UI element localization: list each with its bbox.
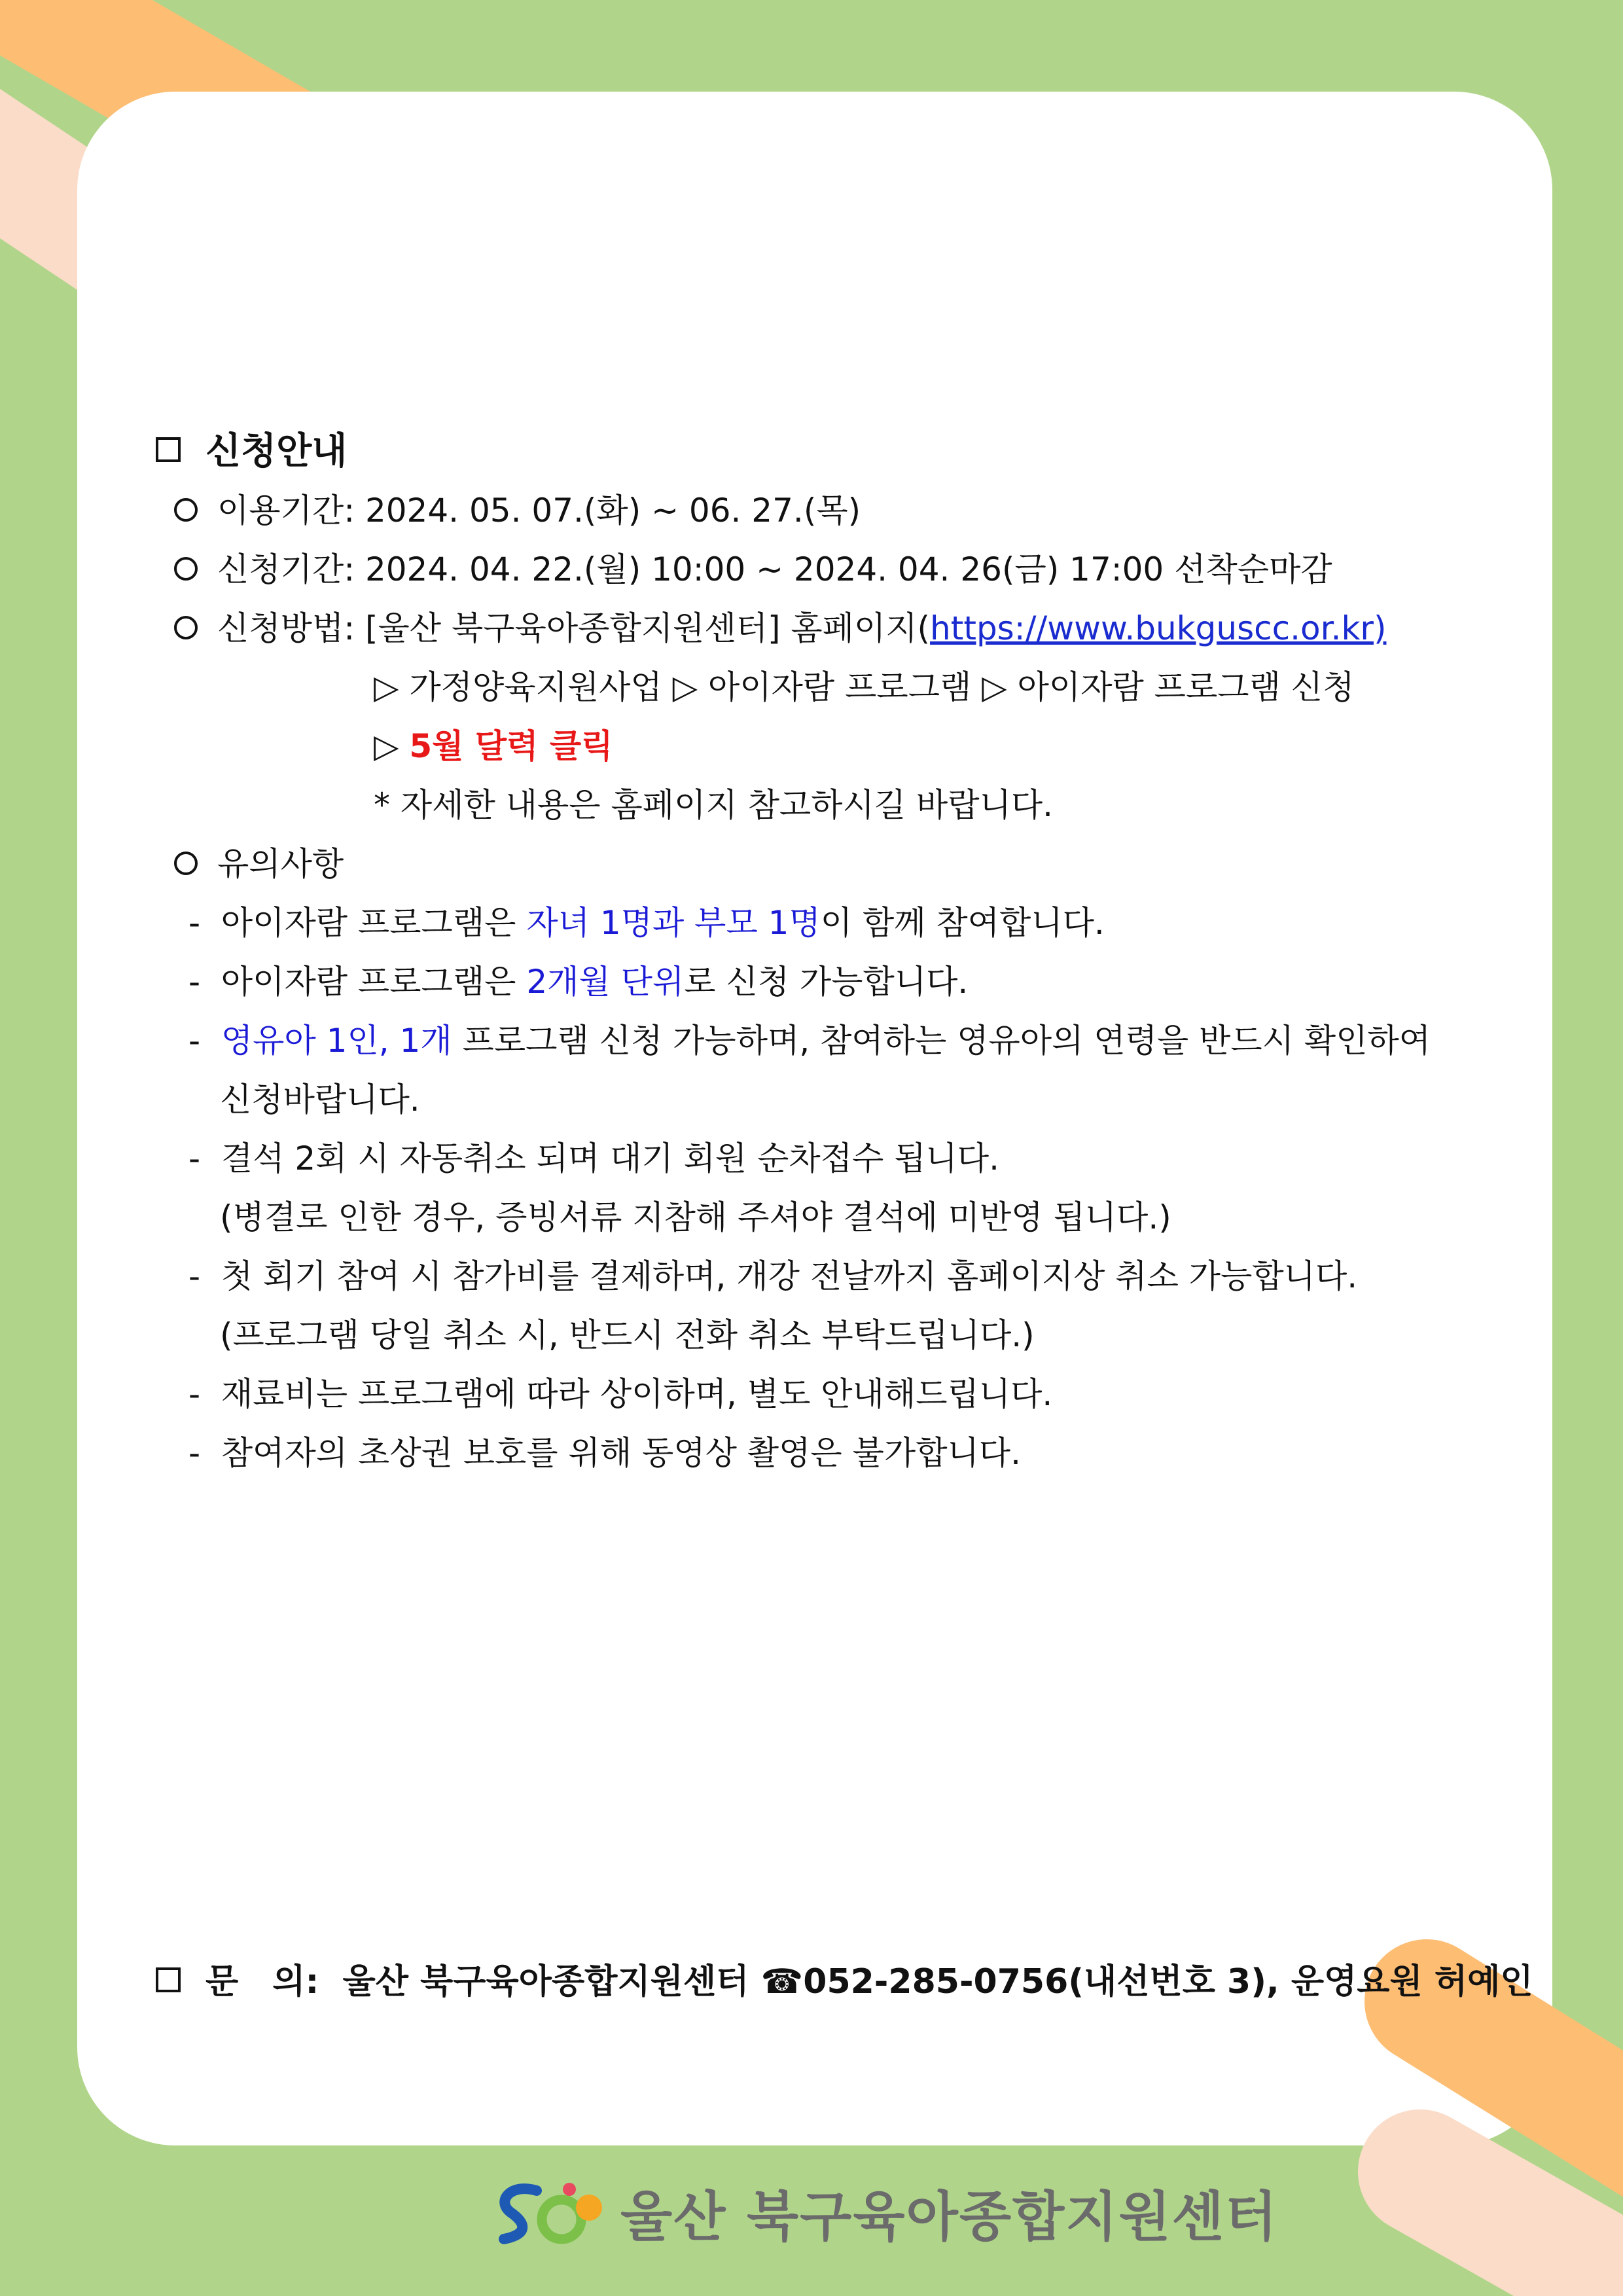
contact-org: 울산 북구육아종합지원센터 [342, 1962, 749, 2001]
caution-item: - 아이자람 프로그램은 자녀 1명과 부모 1명이 함께 참여합니다. [188, 904, 1105, 942]
center-logo-mark-icon [491, 2176, 609, 2248]
triangle-arrow-icon: ▷ [374, 727, 399, 765]
checkbox-square-icon [156, 1967, 181, 1992]
circle-bullet-icon [174, 852, 198, 875]
contact-info [156, 1954, 1533, 2003]
circle-bullet-icon [174, 616, 198, 639]
circle-bullet-icon [174, 498, 198, 522]
triangle-arrow-icon: ▷ [374, 668, 399, 706]
caution-item: - 첫 회기 참여 시 참가비를 결제하며, 개강 전날까지 홈페이지상 취소 가능합니다. [188, 1257, 1358, 1295]
menu-path: ▷ 가정양육지원사업 ▷ 아이자람 프로그램 ▷ 아이자람 프로그램 신청 [374, 668, 1355, 706]
caution-item: - 재료비는 프로그램에 따라 상이하며, 별도 안내해드립니다. [188, 1375, 1053, 1413]
caution-item: - 참여자의 초상권 보호를 위해 동영상 촬영은 불가합니다. [188, 1434, 1021, 1472]
caution-item: - 아이자람 프로그램은 2개월 단위로 신청 가능합니다. [188, 963, 969, 1001]
triangle-arrow-icon: ▷ [672, 668, 698, 706]
circle-bullet-icon [174, 557, 198, 581]
menu-path-click: ▷ 5월 달력 클릭 [374, 727, 613, 765]
triangle-arrow-icon: ▷ [982, 668, 1007, 706]
checkbox-square-icon [156, 437, 181, 462]
caution-item-continued: 신청바랍니다. [220, 1081, 420, 1119]
contact-label: 문 의: [205, 1962, 319, 2001]
apply-method: 신청방법: [울산 북구육아종합지원센터] 홈페이지(https://www.bukguscc.or.kr) [174, 605, 1386, 651]
phone-icon: ☎ [760, 1962, 804, 2001]
homepage-link[interactable]: https://www.bukguscc.or.kr [930, 609, 1374, 647]
section-heading: 신청안내 [156, 429, 347, 475]
use-period: 이용기간: 2024. 05. 07.(화) ~ 06. 27.(목) [174, 488, 861, 533]
caution-heading: 유의사항 [174, 841, 344, 887]
caution-item: - 결석 2회 시 자동취소 되며 대기 회원 순차접수 됩니다. [188, 1139, 999, 1177]
contact-phone: 052-285-0756(내선번호 3), 운영요원 허예인 [803, 1962, 1533, 2001]
caution-item: - 영유아 1인, 1개 프로그램 신청 가능하며, 참여하는 영유아의 연령을 반드시 확인하여 [188, 1022, 1431, 1060]
center-logo [491, 2176, 1278, 2248]
caution-item-continued: (병결로 인한 경우, 증빙서류 지참해 주셔야 결석에 미반영 됩니다.) [220, 1198, 1171, 1236]
caution-item-continued: (프로그램 당일 취소 시, 반드시 전화 취소 부탁드립니다.) [220, 1316, 1035, 1354]
apply-period: 신청기간: 2024. 04. 22.(월) 10:00 ~ 2024. 04. 26(금) 17:00 선착순마감 [174, 547, 1332, 592]
center-logo-text: 울산 북구육아종합지원센터 [620, 2185, 1279, 2248]
detail-note: * 자세한 내용은 홈페이지 참고하시길 바랍니다. [374, 786, 1054, 824]
